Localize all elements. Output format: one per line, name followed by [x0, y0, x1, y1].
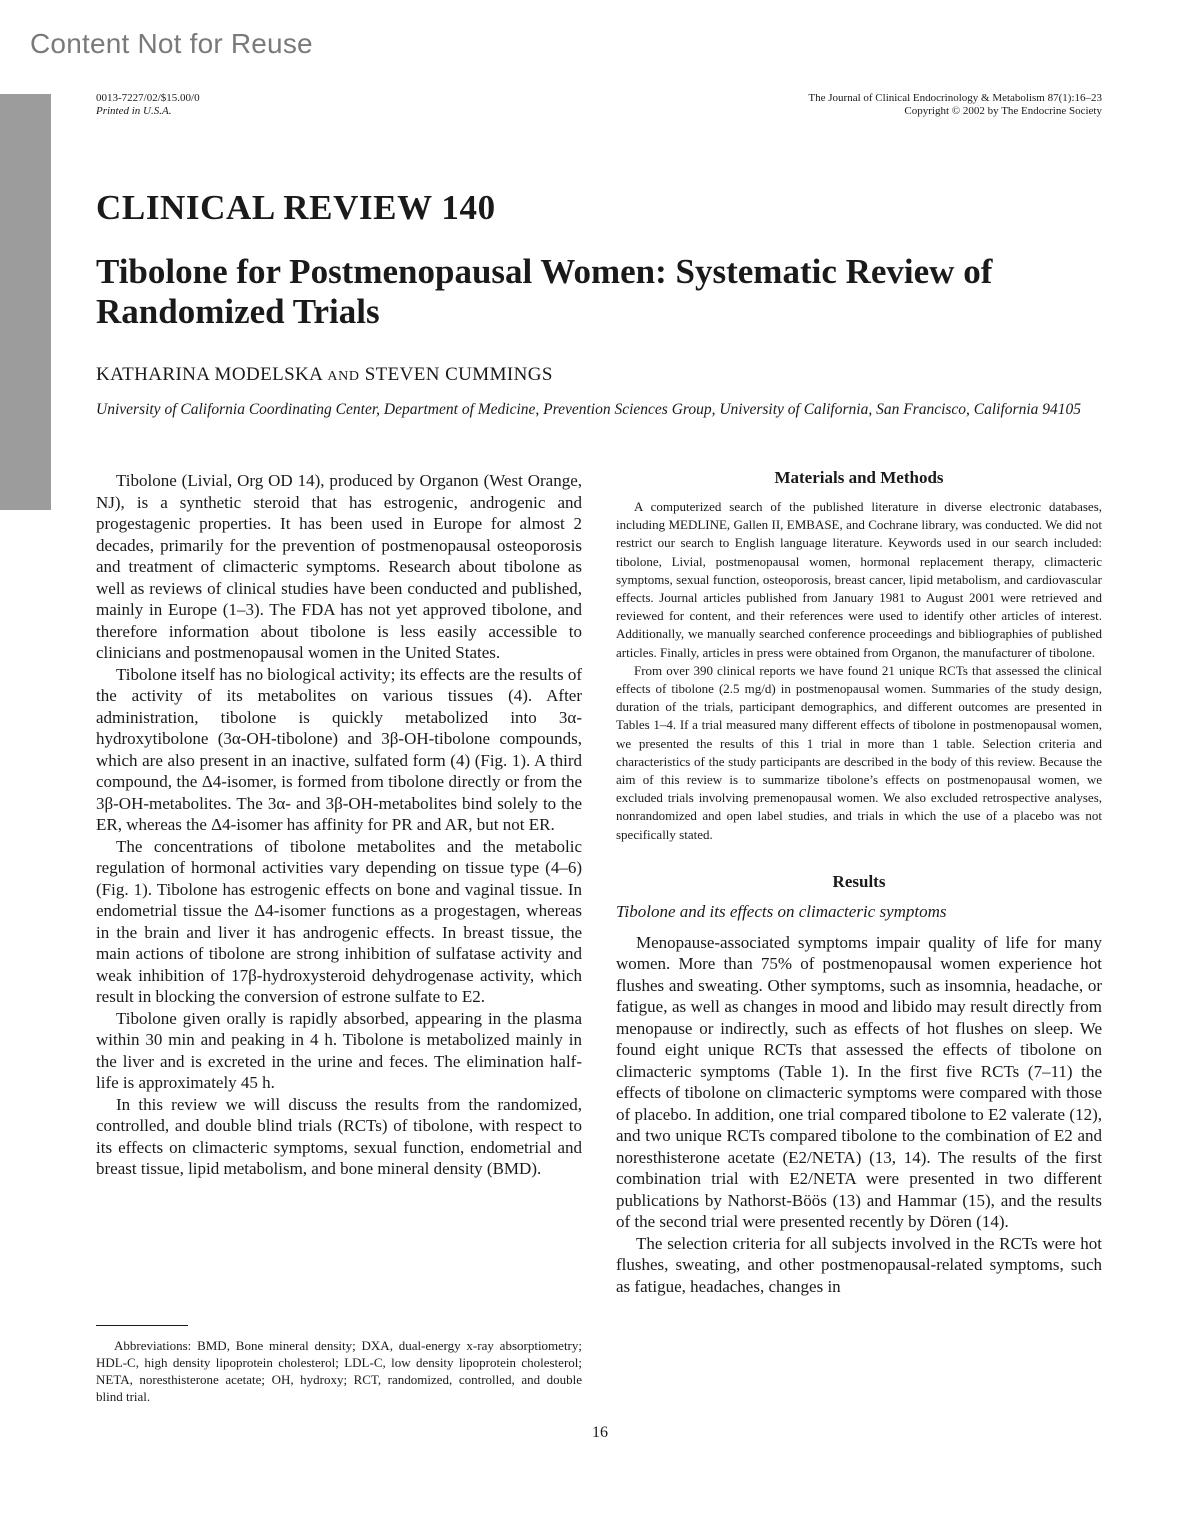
results-subheading: Tibolone and its effects on climacteric symptoms [616, 901, 947, 921]
review-label: CLINICAL REVIEW 140 [96, 188, 496, 227]
right-column [616, 468, 1102, 1297]
footnote [96, 1337, 582, 1405]
results-paragraph-2: The selection criteria for all subjects involved in the RCTs were hot flushes, sweating, and other postmenopausal-related symptoms, such as fatigue, headaches, changes in [616, 1233, 1102, 1296]
methods-body [616, 498, 1102, 844]
printed-line: Printed in U.S.A. [96, 105, 172, 117]
results-heading: Results [832, 871, 886, 891]
header-left [96, 92, 200, 118]
results-paragraph-1: Menopause-associated symptoms impair quality of life for many women. More than 75% of postmenopausal women experience hot flushes and sweating. Other symptoms, such as insomnia, headache, or fatigue, as well as changes in mood and libido may result directly from menopause or indirectly, such as effects of hot flushes on sleep. We found eight unique RCTs that assessed the effects of tibolone on climacteric symptoms (Table 1). In the first five RCTs (7–11) the effects of tibolone on climacteric symptoms were compared with those of placebo. In addition, one trial compared tibolone to E2 valerate (12), and two unique RCTs compared tibolone to the combination of E2 and noresthisterone acetate (E2/NETA) (13, 14). The results of the first combination trial with E2/NETA were presented in two different publications by Nathorst-Böös (13) and Hammar (15), and the results of the second trial were presented recently by Dören (14). [616, 932, 1102, 1232]
left-column [96, 470, 582, 1180]
results-body [616, 932, 1102, 1298]
intro-paragraph-2: Tibolone itself has no biological activity; its effects are the results of the activity of its metabolites on various tissues (4). After administration, tibolone is quickly metabolized into 3α-hydroxytibolone (3α-OH-tibolone) and 3β-OH-tibolone compounds, which are also present in an inactive, sulfated form (4) (Fig. 1). A third compound, the Δ4-isomer, is formed from tibolone directly or from the 3β-OH-metabolites. The 3α- and 3β-OH-metabolites bind solely to the ER, whereas the Δ4-isomer has affinity for PR and AR, but not ER. [96, 664, 582, 834]
methods-paragraph-2: From over 390 clinical reports we have found 21 unique RCTs that assessed the clinical effects of tibolone (2.5 mg/d) in postmenopausal women. Summaries of the study design, duration of the trials, participant demographics, and different outcomes are presented in Tables 1–4. If a trial measured many different effects of tibolone in postmenopausal women, we presented the results of this 1 trial in more than 1 table. Selection criteria and characteristics of the study participants are described in the body of this review. Because the aim of this review is to summarize tibolone’s effects on postmenopausal women, we excluded trials involving premenopausal women. We also excluded retrospective analyses, nonrandomized and open label studies, and trials in which the use of a placebo was not specifically stated. [616, 662, 1102, 842]
author-1: KATHARINA MODELSKA [96, 364, 323, 385]
authors-line [96, 364, 553, 386]
author-conjunction: AND [327, 369, 360, 384]
side-margin-bar [0, 94, 51, 510]
copyright-line: Copyright © 2002 by The Endocrine Society [904, 105, 1102, 117]
section-gap [616, 844, 1102, 872]
issn-line: 0013-7227/02/$15.00/0 [96, 92, 200, 104]
author-2: STEVEN CUMMINGS [364, 364, 553, 385]
intro-paragraph-3: The concentrations of tibolone metabolites and the metabolic regulation of hormonal activities vary depending on tissue type (4–6) (Fig. 1). Tibolone has estrogenic effects on bone and vaginal tissue. In endometrial tissue the Δ4-isomer functions as a progestagen, whereas in the brain and liver it has androgenic effects. In breast tissue, the main actions of tibolone are strong inhibition of sulfatase activity and weak inhibition of 17β-hydroxysteroid dehydrogenase activity, which result in blocking the conversion of estrone sulfate to E2. [96, 836, 582, 1006]
affiliation: University of California Coordinating Center, Department of Medicine, Prevention Sciences Group, University of California, San Francisco, California 94105 [96, 401, 1082, 418]
footnote-rule [96, 1325, 188, 1326]
article-title: Tibolone for Postmenopausal Women: Systematic Review of Randomized Trials [96, 252, 993, 331]
methods-paragraph-1: A computerized search of the published literature in diverse electronic databases, including MEDLINE, Gallen II, EMBASE, and Cochrane library, was conducted. We did not restrict our search to English language literature. Keywords used in our search included: tibolone, Livial, postmenopausal women, hormonal replacement therapy, climacteric symptoms, sexual function, osteoporosis, breast cancer, lipid metabolism, and cardiovascular effects. Journal articles published from January 1981 to August 2001 were retrieved and reviewed for content, and their references were used to identify other articles of interest. Additionally, we manually searched conference proceedings and bibliographies of published articles. Finally, articles in press were obtained from Organon, the manufacturer of tibolone. [616, 499, 1102, 660]
header-right [808, 92, 1102, 118]
intro-paragraph-5: In this review we will discuss the results from the randomized, controlled, and double blind trials (RCTs) of tibolone, with respect to its effects on climacteric symptoms, sexual function, endometrial and breast tissue, lipid metabolism, and bone mineral density (BMD). [96, 1094, 582, 1178]
page-number: 16 [592, 1424, 608, 1441]
watermark-text: Content Not for Reuse [30, 28, 313, 59]
abbreviations-footnote: Abbreviations: BMD, Bone mineral density; DXA, dual-energy x-ray absorptiometry; HDL-C, high density lipoprotein cholesterol; LDL-C, low density lipoprotein cholesterol; NETA, noresthisterone acetate; OH, hydroxy; RCT, randomized, controlled, and double blind trial. [96, 1338, 582, 1404]
intro-paragraph-4: Tibolone given orally is rapidly absorbed, appearing in the plasma within 30 min and peaking in 4 h. Tibolone is metabolized mainly in the liver and is excreted in the urine and feces. The elimination half-life is approximately 45 h. [96, 1008, 582, 1092]
journal-citation: The Journal of Clinical Endocrinology & Metabolism 87(1):16–23 [808, 92, 1102, 104]
methods-heading: Materials and Methods [774, 468, 944, 487]
intro-paragraph-1: Tibolone (Livial, Org OD 14), produced by Organon (West Orange, NJ), is a synthetic steroid that has estrogenic, androgenic and progestagenic properties. It has been used in Europe for almost 2 decades, primarily for the prevention of postmenopausal osteoporosis and treatment of climacteric symptoms. Research about tibolone as well as reviews of clinical studies have been conducted and published, mainly in Europe (1–3). The FDA has not yet approved tibolone, and therefore information about tibolone is less easily accessible to clinicians and postmenopausal women in the United States. [96, 471, 582, 662]
